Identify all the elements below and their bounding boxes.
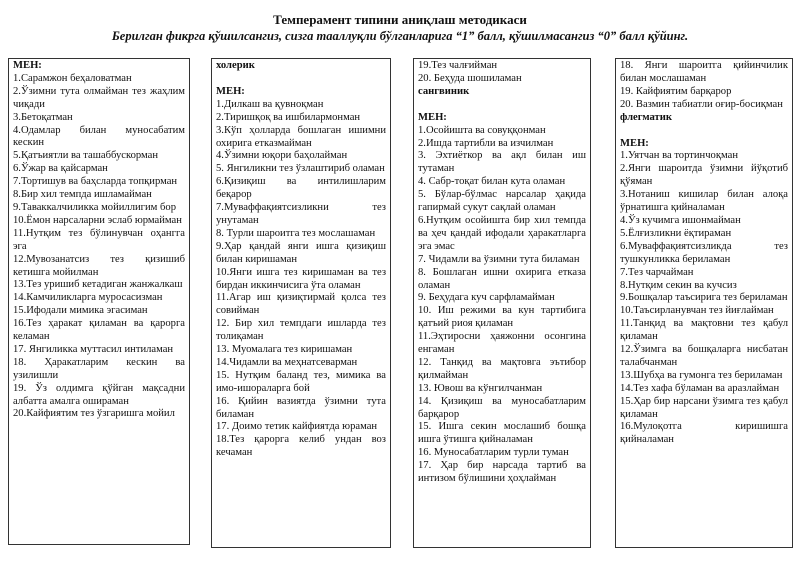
statement-item: 12. Танқид ва мақтовга эътибор қилмайман [418,356,586,381]
page-title: Темперамент типини аниқлаш методикаси [273,12,527,27]
column-heading: МЕН: [216,85,245,97]
column-melancholic-list [615,58,793,548]
column-heading: МЕН: [13,60,42,71]
statement-item: 6.Нутқим осойишта бир хил темпда ва ҳеч қандай ифодали ҳаракатларга эга эмас [418,214,586,252]
statement-item: 14. Қизиқиш ва муносабатларим барқарор [418,395,586,420]
statement-item: 1.Сарамжон беҳаловатман [13,72,132,84]
statement-item: 2.Янги шароитда ўзимни йўқотиб қўяман [620,163,788,188]
statement-item: 3.Бетоқатман [13,111,73,123]
statement-item: 8. Бошлаган ишни охирига етказа оламан [418,266,586,291]
statement-item: 2.Тиришқоқ ва ишбилармонман [216,111,361,123]
statement-item: 1.Уятчан ва тортинчоқман [620,150,738,162]
statement-item: 17. Ҳар бир нарсада тартиб ва интизом бўлишини ҳоҳлайман [418,460,586,485]
statement-item: 17. Доимо тетик кайфиятда юраман [216,421,378,433]
statement-item: 19. Кайфиятим барқарор [620,85,732,97]
statement-item: 16. Муносабатларим турли туман [418,447,569,459]
statement-item: 18. Ҳаракатларим кескин ва узилишли [13,356,185,381]
statement-item: 7.Муваффақиятсизликни тез унутаман [216,202,386,226]
statement-item: 18. Янги шароитга қийинчилик билан мослашаман [620,60,788,84]
column-heading: МЕН: [418,111,447,123]
statement-item: 12.Ўзимга ва бошқаларга нисбатан талабчанман [620,344,788,368]
statement-item: 8.Бир хил темпда ишламайман [13,189,152,201]
statement-item: 19.Тез чалғийман [418,60,498,71]
statement-item: 7.Тез чарчайман [620,266,694,278]
statement-item: 10.Ёмон нарсаларни эслаб юрмайман [13,214,182,226]
statement-item: 3.Нотаниш кишилар билан алоқа ўрнатишга қийналаман [620,189,788,214]
statement-item: 14.Камчиликларга муросасизман [13,292,163,304]
column-heading: МЕН: [620,137,649,149]
statement-item: 6.Қизиқиш ва интилишларим беқарор [216,176,386,201]
statement-item: 20. Вазмин табиатли оғир-босиқман [620,98,783,110]
statement-item: 16. Қийин вазиятда ўзимни тута биламан [216,395,386,420]
statement-item: 18.Тез қарорга келиб ундан воз кечаман [216,434,386,459]
statement-item: 13. Муомалага тез киришаман [216,344,353,356]
statement-item: 3.Кўп ҳолларда бошлаган ишимни охирига етказмайман [216,124,386,149]
statement-item: 10.Янги ишга тез киришаман ва тез бирдан иккинчисига ўта оламан [216,266,386,291]
statement-list [620,150,788,447]
statement-item: 16.Мулоқотга киришишга қийналаман [620,421,788,446]
statement-list-continued [620,60,788,112]
statement-item: 9.Бошқалар таъсирига тез бериламан [620,292,788,304]
statement-item: 1.Осойишта ва совуққонман [418,124,546,136]
statement-item: 15. Ишга секин мослашиб бошқа ишга ўтишга қийналаман [418,421,586,446]
statement-item: 5.Ёлғизликни ёқтираман [620,227,732,239]
type-heading-choleric: холерик [216,60,255,71]
statement-item: 16.Тез ҳаракат қиламан ва қарорга келаман [13,318,185,343]
statement-item: 11.Танқид ва мақтовни тез қабул қиламан [620,318,788,343]
statement-item: 8. Турли шароитга тез мослашаман [216,227,376,239]
statement-item: 3. Эхтиёткор ва ақл билан иш тутаман [418,150,586,175]
statement-item: 6.Ўжар ва қайсарман [13,163,108,175]
statement-item: 11.Агар иш қизиқтирмай қолса тез совийман [216,292,386,317]
statement-item: 15.Ифодали мимика эгасиман [13,305,148,317]
statement-item: 6.Муваффақиятсизликда тез тушкунликка бериламан [620,240,788,265]
statement-list [13,73,185,421]
statement-item: 9.Ҳар қандай янги ишга қизиқиш билан киришаман [216,240,386,265]
statement-item: 4.Ўз кучимга ишонмайман [620,214,741,226]
column-choleric-list [8,58,190,545]
instructions-subtitle: Берилган фикрга қўшилсангиз, сизга тааллуқли бўлганларига “1” балл, қўшилмасангиз “0” балл қўйинг. [111,29,689,43]
type-heading-phlegmatic: флегматик [620,111,672,123]
statement-item: 9.Таваккалчиликка мойиллигим бор [13,201,177,213]
statement-item: 5. Янгиликни тез ўзлаштириб оламан [216,163,385,175]
statement-item: 4.Одамлар билан муносабатим кескин [13,124,185,149]
statement-item: 2.Ишда тартибли ва изчилман [418,137,554,149]
statement-item: 10. Иш режими ва кун тартибига қатъий риоя қиламан [418,305,586,330]
statement-item: 11.Эҳтиросни ҳаяжонни осонгина енгаман [418,331,586,356]
statement-item: 20.Кайфиятим тез ўзгаришга мойил [13,408,175,420]
column-phlegmatic-list [413,58,591,548]
column-sanguine-list [211,58,391,548]
statement-item: 20. Беҳуда шошиламан [418,72,522,84]
statement-item: 8.Нутқим секин ва кучсиз [620,279,737,291]
statement-item: 1.Дилкаш ва қувноқман [216,98,324,110]
statement-item: 13.Тез уришиб кетадиган жанжалкаш [13,279,183,291]
statement-item: 13.Шубҳа ва гумонга тез бериламан [620,369,783,381]
statement-item: 12. Бир хил темпдаги ишларда тез толиқаман [216,318,386,343]
type-heading-sanguine: сангвиник [418,85,470,97]
statement-list [216,99,386,460]
statement-item: 12.Мувозанатсиз тез қизишиб кетишга мойилман [13,253,185,278]
statement-item: 4.Ўзимни юқори баҳолайман [216,150,348,162]
statement-item: 15. Нутқим баланд тез, мимика ва имо-ишораларга бой [216,369,386,394]
statement-item: 9. Беҳудага куч сарфламайман [418,292,555,304]
statement-item: 4. Сабр-тоқат билан кута оламан [418,176,566,188]
statement-item: 15.Ҳар бир нарсани ўзимга тез қабул қиламан [620,395,788,420]
statement-item: 5. Бўлар-бўлмас нарсалар ҳақида гапирмай сукут сақлай оламан [418,189,586,214]
statement-item: 10.Таъсирланувчан тез йиғлайман [620,305,774,317]
statement-item: 14.Тез хафа бўламан ва аразлайман [620,382,780,394]
statement-item: 7.Тортишув ва баҳсларда топқирман [13,176,178,188]
statement-item: 14.Чидамли ва меҳнатсеварман [216,356,358,368]
statement-item: 7. Чидамли ва ўзимни тута биламан [418,253,580,265]
statement-item: 13. Ювош ва кўнгилчанман [418,382,543,394]
statement-list [418,125,586,486]
statement-item: 11.Нутқим тез бўлинувчан оҳангга эга [13,227,185,252]
statement-item: 2.Ўзимни тута олмайман тез жаҳлим чиқади [13,85,185,110]
statement-list-continued [418,60,586,86]
statement-item: 19. Ўз олдимга қўйган мақсадни албатта амалга ошираман [13,382,185,407]
statement-item: 17. Янгиликка муттасил интиламан [13,343,174,355]
statement-item: 5.Қатъиятли ва ташаббускорман [13,150,159,162]
